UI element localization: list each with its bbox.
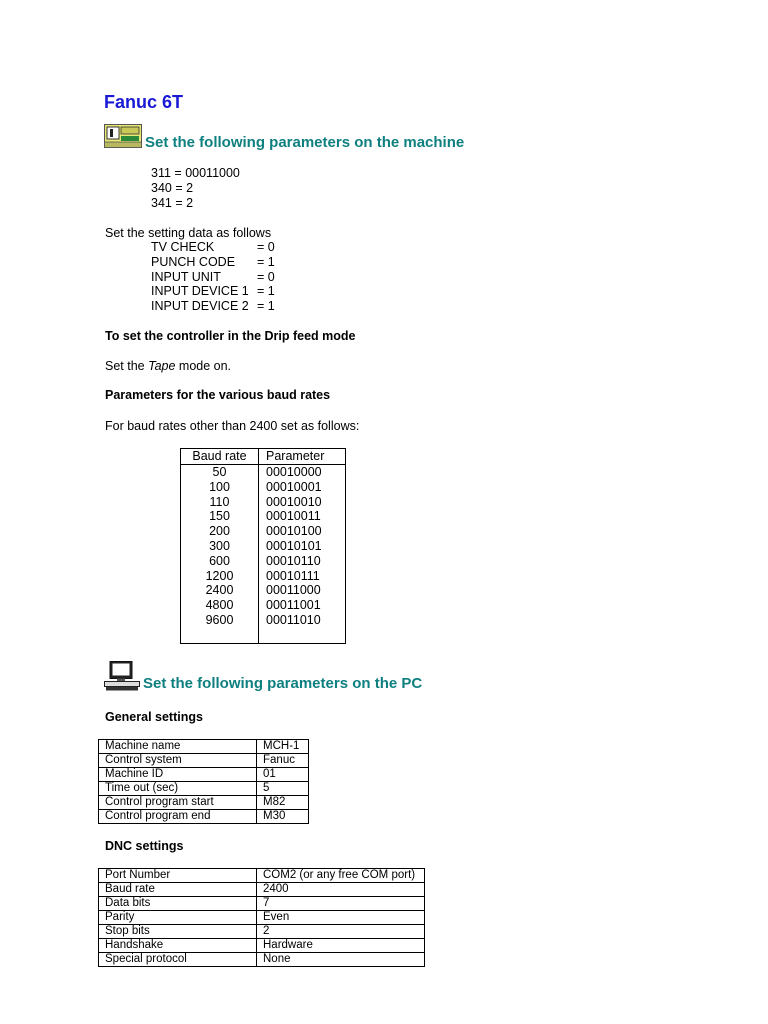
parameter-cell: 00010000 (266, 465, 322, 479)
setting-name-cell: Machine name (99, 740, 257, 754)
table-row (99, 883, 425, 897)
baud-rates-intro: For baud rates other than 2400 set as follows: (105, 419, 360, 433)
parameter-cell: 00010110 (266, 553, 321, 568)
table-row (99, 754, 309, 768)
setting-value-cell: MCH-1 (257, 740, 309, 754)
table-row (181, 583, 346, 598)
parameter-cell: 00011000 (266, 583, 321, 598)
baud-rate-cell: 4800 (181, 598, 259, 613)
setting-name-cell: Baud rate (99, 883, 257, 897)
setting-value-cell: M30 (257, 810, 309, 824)
pc-section-heading: Set the following parameters on the PC (143, 675, 423, 692)
setting-value-cell: 7 (257, 897, 425, 911)
setting-name-cell: Stop bits (99, 925, 257, 939)
setting-data-list (151, 240, 291, 314)
dnc-settings-table (98, 868, 425, 967)
table-header-row (181, 449, 346, 465)
setting-row: INPUT UNIT = 0 (151, 269, 275, 284)
table-row (99, 925, 425, 939)
setting-value-cell: 5 (257, 782, 309, 796)
baud-rate-cell: 1200 (181, 569, 259, 584)
parameter-cell: 00011010 (266, 612, 321, 627)
table-row (181, 480, 346, 495)
general-settings-heading: General settings (105, 710, 203, 724)
setting-name-cell: Control program end (99, 810, 257, 824)
setting-value-cell: 01 (257, 768, 309, 782)
table-row (181, 554, 346, 569)
baud-rate-cell: 100 (181, 480, 259, 495)
baud-rates-heading: Parameters for the various baud rates (105, 388, 331, 402)
setting-value-cell: 2 (257, 925, 425, 939)
machine-section-heading: Set the following parameters on the machine (145, 134, 465, 151)
setting-row: INPUT DEVICE 2 = 1 (151, 299, 275, 314)
param-row: 340 = 2 (151, 180, 194, 195)
table-row (181, 539, 346, 554)
table-row (99, 953, 425, 967)
setting-name-cell: Machine ID (99, 768, 257, 782)
machine-params-list (151, 166, 240, 210)
setting-name-cell: Port Number (99, 869, 257, 883)
setting-row: PUNCH CODE = 1 (151, 254, 275, 269)
table-row (99, 782, 309, 796)
table-row (99, 768, 309, 782)
drip-feed-text: Set the Tape mode on. (105, 359, 232, 373)
setting-value-cell: Even (257, 911, 425, 925)
table-row (181, 495, 346, 510)
baud-rate-cell: 2400 (181, 583, 259, 598)
setting-name-cell: Special protocol (99, 953, 257, 967)
table-row (181, 509, 346, 524)
general-settings-table (98, 739, 309, 824)
param-row: 341 = 2 (151, 195, 194, 210)
table-row (181, 524, 346, 539)
setting-name-cell: Data bits (99, 897, 257, 911)
parameter-cell: 00010011 (266, 509, 321, 524)
column-header: Baud rate (181, 449, 259, 465)
table-row (99, 796, 309, 810)
setting-name-cell: Handshake (99, 939, 257, 953)
table-row (181, 465, 346, 480)
table-row (99, 740, 309, 754)
tape-mode-emphasis: Tape (148, 359, 176, 373)
setting-row: TV CHECK = 0 (151, 240, 275, 254)
baud-rate-cell: 50 (181, 465, 259, 480)
setting-intro: Set the setting data as follows (105, 226, 272, 240)
table-row (99, 810, 309, 824)
baud-rate-cell: 300 (181, 539, 259, 554)
baud-rate-cell: 150 (181, 509, 259, 524)
parameter-cell: 00010010 (266, 494, 322, 509)
setting-value-cell: 2400 (257, 883, 425, 897)
setting-value-cell: Hardware (257, 939, 425, 953)
setting-row: INPUT DEVICE 1 = 1 (151, 284, 275, 299)
setting-name-cell: Control program start (99, 796, 257, 810)
setting-name-cell: Control system (99, 754, 257, 768)
table-row (181, 598, 346, 613)
param-row: 311 = 00011000 (151, 166, 240, 180)
setting-value-cell: None (257, 953, 425, 967)
baud-rate-cell: 200 (181, 524, 259, 539)
column-header: Parameter (259, 449, 346, 465)
baud-rate-cell: 600 (181, 554, 259, 569)
parameter-cell: 00010101 (266, 538, 322, 553)
baud-rate-cell: 9600 (181, 613, 259, 628)
setting-value-cell: M82 (257, 796, 309, 810)
table-row (99, 939, 425, 953)
dnc-settings-heading: DNC settings (105, 839, 184, 853)
machine-tool-icon (104, 124, 142, 148)
computer-icon (104, 661, 140, 691)
parameter-cell: 00010111 (266, 568, 320, 583)
setting-name-cell: Parity (99, 911, 257, 925)
setting-value-cell: COM2 (or any free COM port) (257, 869, 425, 883)
baud-rate-cell: 110 (181, 495, 259, 510)
setting-name-cell: Time out (sec) (99, 782, 257, 796)
table-row (99, 869, 425, 883)
drip-feed-heading: To set the controller in the Drip feed mode (105, 329, 356, 343)
page-title: Fanuc 6T (104, 92, 184, 112)
parameter-cell: 00010001 (266, 479, 322, 494)
parameter-cell: 00011001 (266, 598, 321, 613)
baud-rate-table (180, 448, 346, 644)
table-row (181, 569, 346, 584)
table-row (99, 897, 425, 911)
table-row (99, 911, 425, 925)
setting-value-cell: Fanuc (257, 754, 309, 768)
parameter-cell: 00010100 (266, 524, 322, 539)
table-row (181, 613, 346, 628)
table-filler-row (181, 628, 346, 644)
